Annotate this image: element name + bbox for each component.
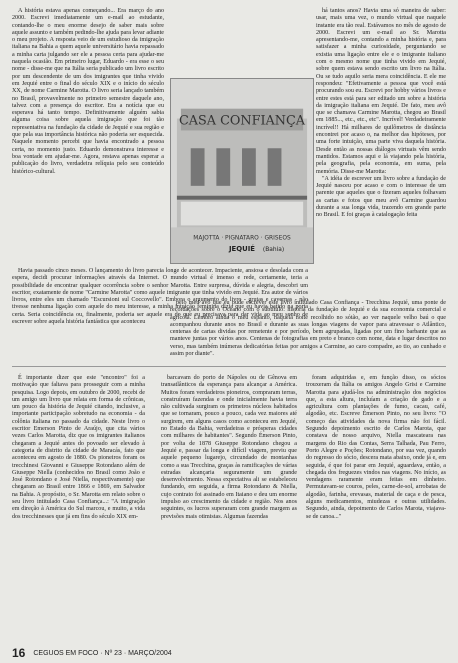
paragraph: É importante dizer que este "encontro" foi a motivação que faltava para prosseguir com a minha pesquisa. Logo depois, em outubro de 2000, recebi de um amigo um livro que relata em forma de crônicas, um pouco da história de Jequié citando, inclusive, a importante participação sobretudo na economia - da colônia italiana no passado da cidade. Neste livro o escritor Emerson Pinto de Araújo, que cita vários vezes Carlos Marotta, diz que os imigrantes italianos chegaram a Jequié antes do povoado ser elevado à categoria de distrito da cidade de Maracás, fato que aconteceu em agosto de 1880. Os pioneiros foram os trecchinesi Giovanni e Giuseppe Rotondano além de Giuseppe Niella (conhecidos no Brasil como João e José Rotondano e José Niella, respectivamente) que chegaram ao Brasil entre 1866 e 1869, em Salvador na Bahia. A propósito, o Sr. Marotta em relato sobre o seu livro intitulado Casa Confiança...: "A imigração em direção à América do Sul marcou, e muito, a vida dos trecchinesses que já em fins do século XIX em- (12, 375, 145, 520)
footer-text: CEGUOS EM FOCO · Nº 23 · MARÇO/2004 (33, 649, 172, 657)
paragraph: barcavam do porto de Nápoles ou de Gênova em transatlânticos da esperança para alcançar a América. Muitos foram verdadeiros pioneiros, compraram terras, construíram fazendas e onde inicialmente havia terra não cultivada surgiram os primeiros núcleos habitados que se tornaram, pouco a pouco, cada vez maiores até surgirem, em alguns casos como aconteceu em Jequié, no Estado da Bahia, verdadeiras e prósperas cidades com milhares de habitantes". Segundo Émerson Pinto, por volta de 1878 Giuseppe Rotondano chegou a Jequié e, passar da longa e difícil viagem, previu que aquele pequeno lugarejo, circundado de montanhas como a sua Trecchina, graças às ramificações de várias estradas alcançaria seguramente um grande desenvolvimento. Nessa expectativa ali se estabeleceu fundando, em seguida, a firma Rotondano & Niella, cujo contrato foi assinado em Itaiano e deu um enorme impulso ao crescimento da cidade e região. Nos anos seguintes, os lucros superaram com grande margem as previsões mais otimistas. Algumas fazendas (161, 375, 297, 520)
caption-sign: MAJOTTA · PIGNATARO · GRISEOS (193, 235, 291, 242)
caption-state: (Bahia) (262, 247, 285, 254)
caption-place: JEQUIÉ (228, 245, 256, 254)
historic-photo (170, 78, 314, 264)
page-footer (12, 646, 446, 660)
paragraph: Havia passado cinco meses. O lançamento do livro parecia longe de acontecer. Impaciente, ansiosa e desolada com a espera, decidi procurar informações através da Internet. O mundo virtual é imenso e rede, certamente, teria a possibilidade de encontrar qualquer ocorrência sobre o senhor Marotta. Entre surpresa, dúvida e alegria, descobri um escritor, exatamente de nome "Carmine Marotta" como aquele imigrante que tinha vivido em Jequié. Era autor de vários livros, entre eles um chamado "Escursioni sul Coccovello". Embora o argumento do livro - grutas e cavernas - não tivesse nenhuma ligação com aquele do meu interesse, a minha intuição feminina dizia que eu havia batido na porta certa. Seria coincidência ou, finalmente, poderia ser aquele era do que eu precisava para dar vida ao meu sonho de escrever sobre aquela história fantástica que aconteceu (12, 268, 308, 326)
bottom-right-column (306, 375, 446, 521)
paragraph: A história estava apenas começando... Era março do ano 2000. Escrevi imediatamente um e-mail ao estudante, contando-lhe o meu enorme desejo de saber mais sobre aquele assunto e também pedindo-lhe ajuda para levar adiante o meu projeto. A resposta veio de um estudioso da imigração italiana na Bahia a quem aquele universitário havia repassado a minha carta julgando ser ele a pessoa certa para ajudar-me naquela ocasião. Em primeiro lugar, Eduardo - era esse o seu nome - disse-me que na Itália seria publicado um livro escrito por um descendente de um dos imigrantes que tinha vivido em Jequié entre o final do século XIX e o início do século XX, de nome Carmine Marotta. O livro seria lançado também no Brasil, provavelmente no primeiro semestre daquele ano, talvez com a presença do escritor. Era a notícia que eu esperava há tanto tempo. Definitivamente alguém sabia alguma coisa sobre aquela imigração que foi tão representativa na fundação da cidade de Jequié e sua região e que pela sua importância histórica não poderia ser esquecida. Naquele momento percebi que havia encontrado a pessoa certa, no momento justo. Eduardo demonstrava interesse e boa vontade em ajudar-me. Agora, restava apenas esperar a publicação do livro, verdadeira relíquia pelo seu conteúdo histórico-cultural. (12, 8, 164, 175)
divider (12, 366, 446, 367)
bottom-left-column (12, 375, 145, 521)
paragraph: há tantos anos? Havia uma só maneira de saber: usar, mais uma vez, o mundo virtual que naquele instante era tão real. Estávamos no mês de agosto de 2000. Escrevi um e-mail ao Sr. Marotta apresentando-me, contando a minha história e, para satisfazer a minha curiosidade, perguntando se existia uma ligação entre ele e o imigrante italiano com o mesmo nome que tinha vivido em Jequié, sobre quem estava sendo escrito um livro na Itália. Ou se tudo aquilo seria mera coincidência. E ele me respondeu: "Efetivamente a pessoa que você está procurando sou eu. Escrevi por hobby vários livros e entre estes está para ser editado um sobre a história da imigração italiana em Jequié. De fato, meu avô que se chamava Carmine Marotta, chegou ao Brasil em 1885..., etc., etc., etc". Incrível! Verdadeiramente incrível!! Há milhares de quilômetros de distância encontrei por acaso o, na melhor das hipóteses, por uma forte intuição, uma parte viva daquela história. Desde então as nossas diálogos virtuais vêm sendo mantidos. Estamos aqui e lá viajando pela história, pela geografia, pela economia, em suma, pela memória. Disse-me Marotta: (316, 8, 446, 175)
svg-text:CASA CONFIANÇA: CASA CONFIANÇA (178, 113, 306, 129)
top-right-column (316, 8, 446, 220)
page-number: 16 (12, 646, 26, 660)
top-left-column (12, 8, 164, 176)
paragraph: foram adquiridas e, em função disso, os sócios trouxeram da Itália os amigos Angelo Grisi e Carmine Marotta para ajudá-los na administração dos negócios que, a esta altura, incluíam a criação de gado e a agricultura com plantações de fumo, cacau, café, algodão, etc. Escreve Émerson Pinto, no seu livro: "O começo das atividades da nova firma não foi fácil. Segundo depoimento escrito de Carlos Marota, que constava de nosso arquivo, Niella mascateara nas margens do Rio das Contas, Serra Talhada, Pau Ferro, Porto Alegre e Poções; Rotondano, por sua vez, quando do regresso do sócio, descera mata abaixo, onde já e, em seguida, é que foi parar em Jequié, aguardava, então, a chegada dos freguezes vindos nas viagens. No início, as vendagens raramente eram feitas em dinheiro. Permutavam-se couros, peles, carne-de-sol, arrobatas de algodão, farinha, erevasas, material de caça e de pesca, alguns medicamentos, miudezas e outras utilidades. Segundo, ainda, depoimento de Carlos Marota, viajava-se de canoa..." (306, 375, 446, 520)
top-right-continued (170, 300, 446, 358)
building-photo-illustration (171, 79, 313, 263)
bottom-middle-column (161, 375, 297, 521)
paragraph: "A idéia de escrever um livro sobre a fundação de Jequié nasceu por acaso e com o interesse de um parente que aqueles que o fizeram aqueles folhavam as cartas e fotos que meu avô Carmine guardou durante a sua longa vida, trazendo em grande parte no Brasil. E foi graças à catalogação feita (316, 175, 446, 219)
paragraph: pelo meu avô que eu pude escrever este livro intitulado Casa Confiança - Trecchina Jequié, uma ponte de recordações sobre o Oceano com o subtítulo: história da fundação de Jequié e da sua economia comercial e agrícola. Lembro ainda o meu espanto, naquela noite recolhido no sótão, ao ver naquele velho baú o que acompanhou durante anos no Brasil e durante as suas longas viagens de vapor para atravessar o Atlântico, centenas de cartas dividas por remetente e por período, bem agrupadas, ligadas por um fino barbante que as manteve juntas por vários anos. Centenas de fotografias em preto e branco com nome, data e lugar descritos no verso, mas também inúmeras dedicatórias feitas por amigos a Carmine, ao caro compadre, ao tio, ao cunhado e assim por diante". (170, 300, 446, 358)
